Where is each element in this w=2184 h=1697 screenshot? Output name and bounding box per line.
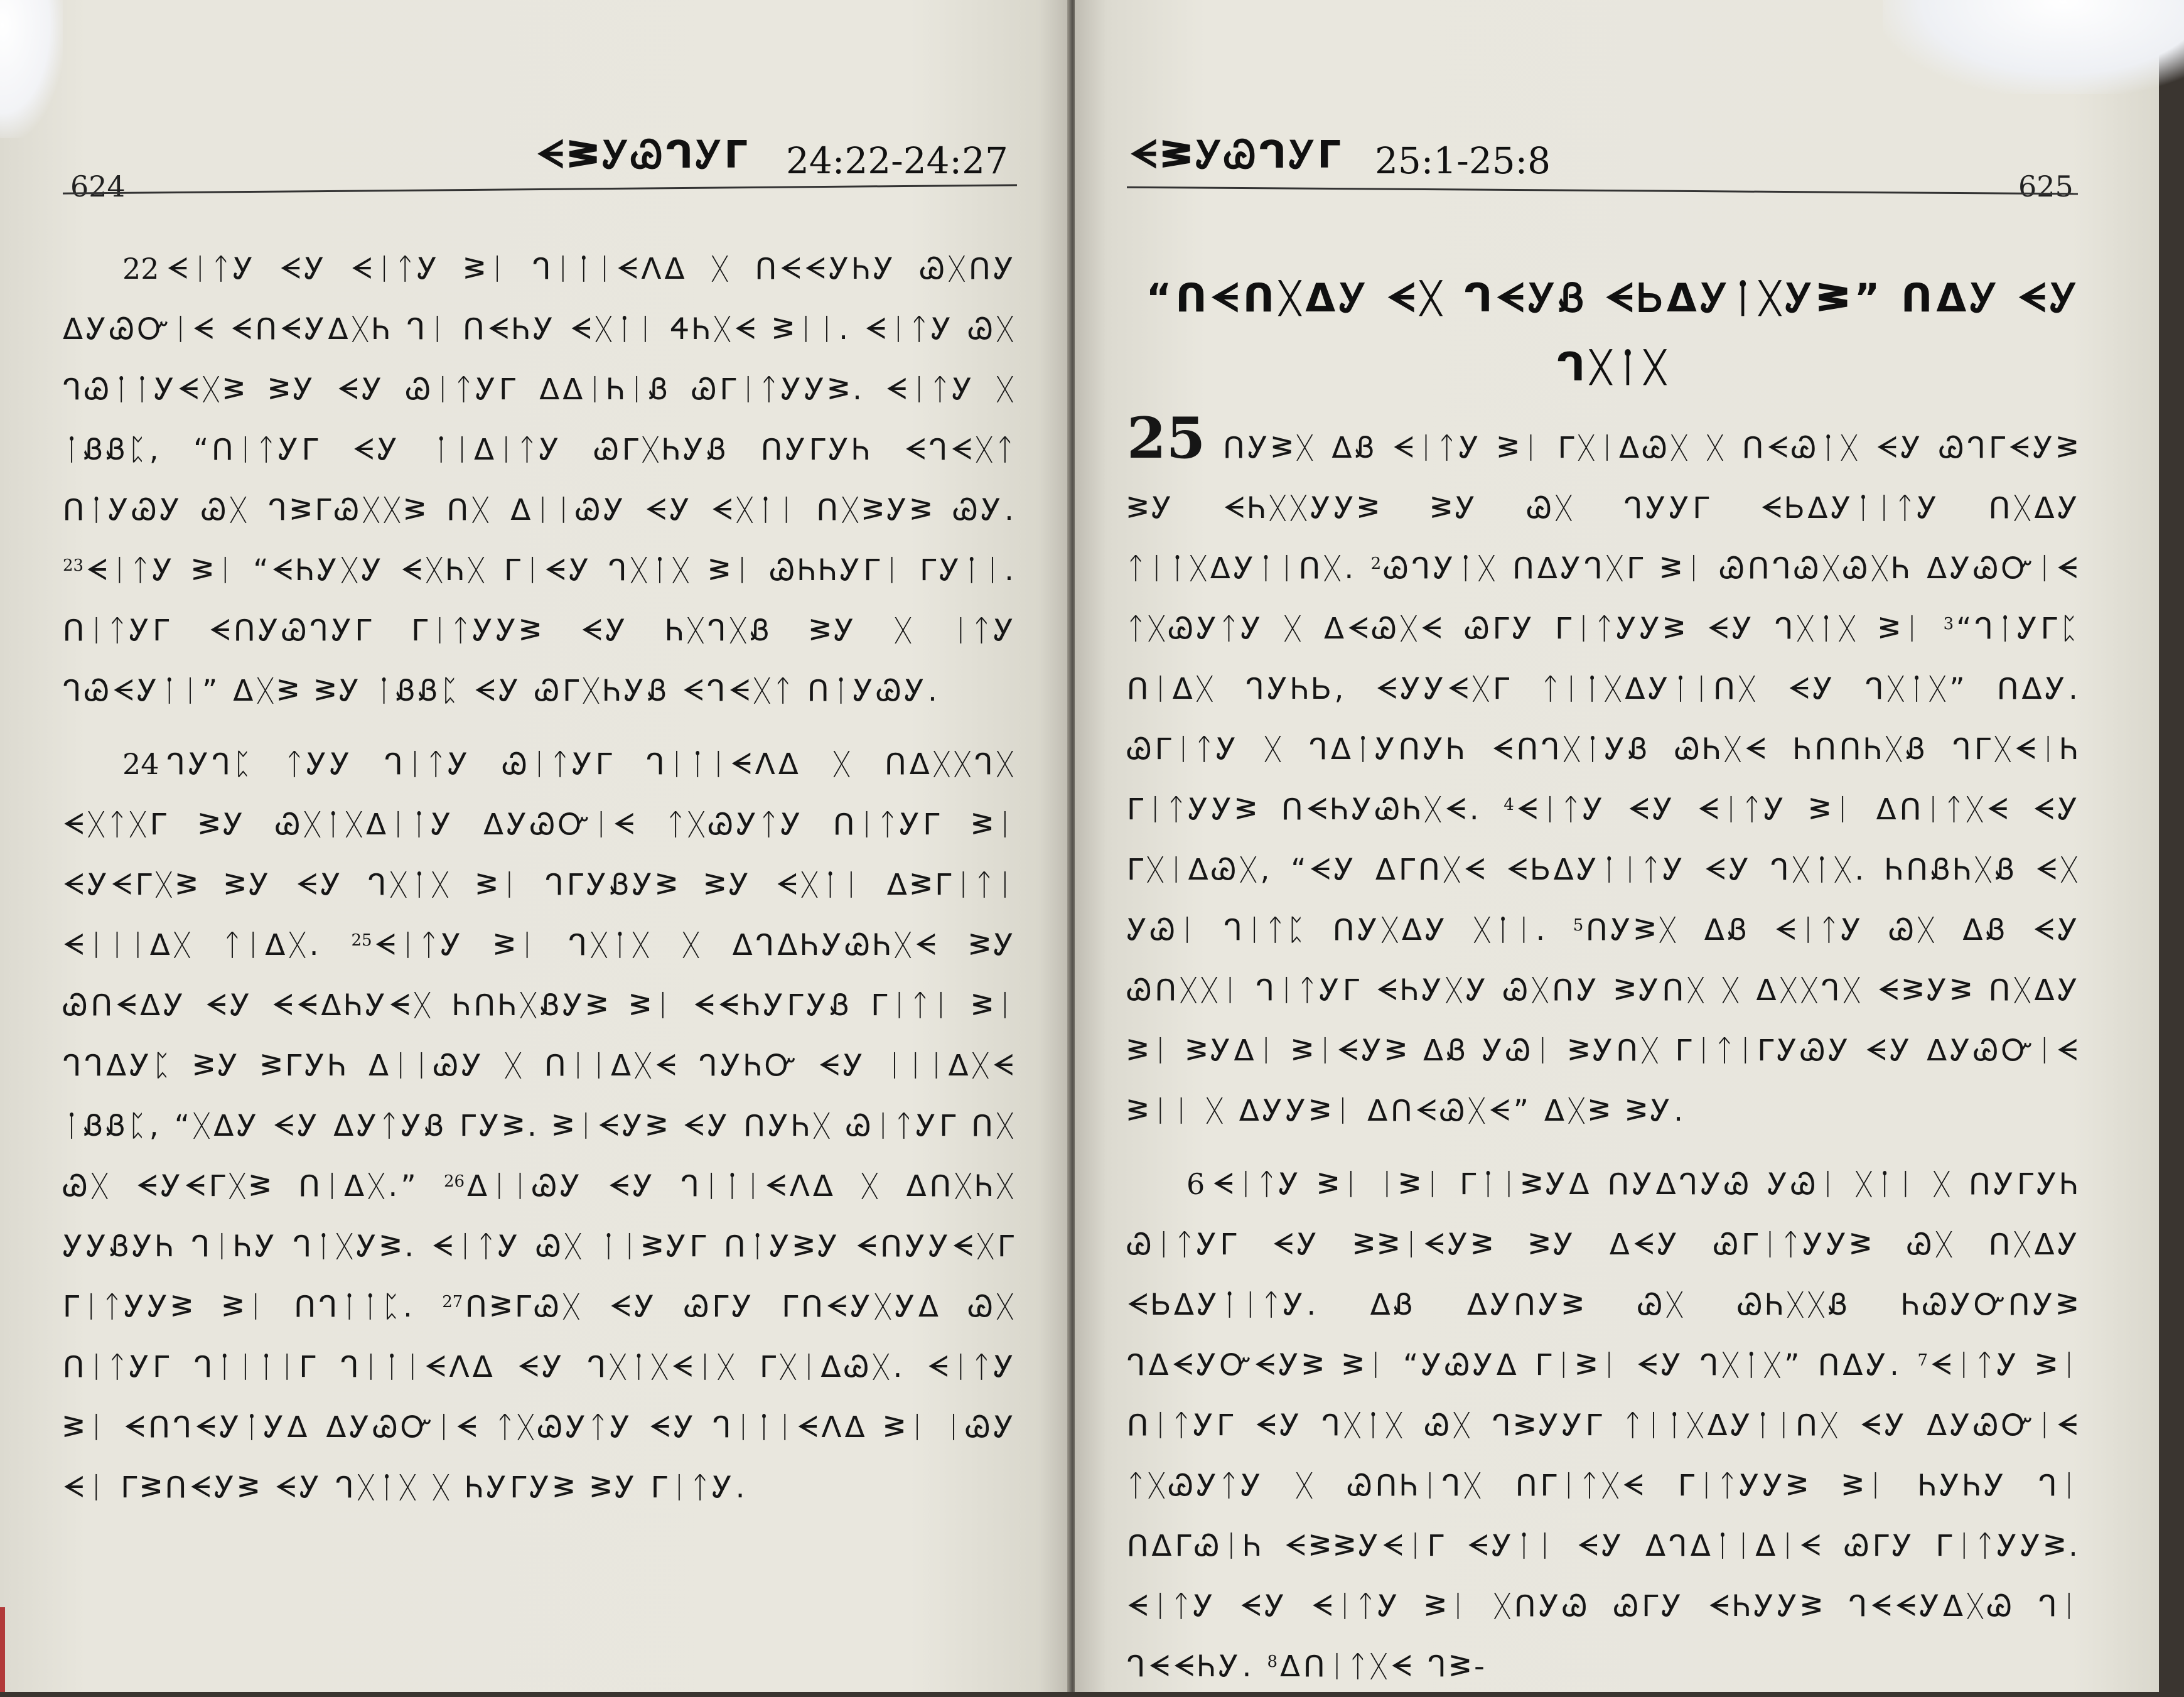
left-running-range: 24:22-24:27 — [786, 139, 1008, 182]
right-page-number: 625 — [2018, 170, 2074, 203]
verse-text: ᒉᎩᒉᛈ ᛏᎩᎩ ᒉᛁᛏᎩ ᏊᛁᛏᎩᒥ ᒉᛁᛙᛁᗕᐱᐃ ᚷ ᑎᐃᚷᚷᒉᚷ ᗕᚷᛏᚷᒥ ᕒᎩ ᏊᚷᛙᚷᐃᛁᛙᎩ ᐃᎩᏊᏅᛁᗕ ᛏᚷᏊᎩᛏᎩ ᑎᛁᛏᎩᒥ ᕒᛁ ᗕᎩᗕᒥᚷᕒ ᕒᎩ ᗕᎩ ᒉᚷᛙᚷ ᕒᛁ ᒉᒥᎩᏰᎩᕒ ᕒᎩ ᗕᚷᛙᛁ ᐃᕒᒥᛁᛏᛁ ᗕᛁᛁᛁᐃᚷ ᛏᛁᐃᚷ. — [63, 747, 1017, 962]
verse-text: ᑎᎩᕒᚷ ᐃᏰ ᗕᛁᛏᎩ ᕒᛁ ᒥᚷᛁᐃᏊᚷ ᚷ ᑎᗕᏊᛙᚷ ᗕᎩ ᏊᒉᒥᗕᎩᕒ ᕒᎩ ᗕᏂᚷᚷᎩᎩᕒ ᕒᎩ Ꮚᚷ ᒉᎩᎩᒥ ᗕᏏᐃᎩᛙᛁᛏᎩ ᑎᚷᐃᎩ ᛏᛁᛙᚷᐃᎩᛙᛁᑎᚷ. — [1127, 431, 2081, 586]
verse-superscript: 3 — [1943, 615, 1954, 633]
verse-text: “ᒉᛙᎩᒥᛈ ᑎᛁᐃᚷ ᒉᎩᏂᏏ, ᗕᎩᎩᗕᚷᒥ ᛏᛁᛙᚷᐃᎩᛙᛁᑎᚷ ᗕᎩ ᒉᚷᛙᚷ” ᑎᐃᎩ. ᏊᒥᛁᛏᎩ ᚷ ᒉᐃᛙᎩᑎᎩᏂ ᗕᑎᒉᚷᛙᎩᏰ ᏊᏂᚷᗕ ᏂᑎᑎᏂᚷᏰ ᒉᒥᚷᗕᛁᏂ ᒥᛁᛏᎩᎩᕒ ᑎᗕᏂᎩᏊᏂᚷᗕ. — [1127, 611, 2081, 827]
verse-text: ᗕᛁᛏᎩ ᕒᛁ ᒉᚷᛙᚷ ᚷ ᐃᒉᐃᏂᎩᏊᏂᚷᗕ ᕒᎩ ᏊᑎᗕᐃᎩ ᗕᎩ ᗕᗕᐃᏂᎩᗕᚷ ᏂᑎᏂᚷᏰᎩᕒ ᕒᛁ ᗕᗕᏂᎩᒥᎩᏰ ᒥᛁᛏᛁ ᕒᛁ ᒉᒉᐃᎩᛈ ᕒᎩ ᕒᒥᎩᏂ ᐃᛁᛁᏊᎩ ᚷ ᑎᛁᛁᐃᚷᗕ ᒉᎩᏂᏅ ᗕᎩ ᛁᛁᛁᐃᚷᗕ ᛙᏰᏰᛈ, “ᚷᐃᎩ ᗕᎩ ᐃᎩᛏᎩᏰ ᒥᎩᕒ. ᕒᛁᗕᎩᕒ ᗕᎩ ᑎᎩᏂᚷ ᏊᛁᛏᎩᒥ ᑎᚷ Ꮚᚷ ᗕᎩᗕᒥᚷᕒ ᑎᛁᐃᚷ.” — [63, 928, 1017, 1204]
verse-text: ᑎᕒᒥᏊᚷ ᗕᎩ ᏊᒥᎩ ᒥᑎᗕᎩᚷᎩᐃ Ꮚᚷ ᑎᛁᛏᎩᒥ ᒉᛙᛁᛙᛁᒥ ᒉᛁᛙᛁᗕᐱᐃ ᗕᎩ ᒉᚷᛙᚷᗕᛁᚷ ᒥᚷᛁᐃᏊᚷ. ᗕᛁᛏᎩ ᕒᛁ ᗕᑎᒉᗕᎩᛙᎩᐃ ᐃᎩᏊᏅᛁᗕ ᛏᚷᏊᎩᛏᎩ ᗕᎩ ᒉᛁᛙᛁᗕᐱᐃ ᕒᛁ ᛁᏊᎩ ᗕᛁ ᒥᕒᑎᗕᎩᕒ ᗕᎩ ᒉᚷᛙᚷ ᚷ ᏂᎩᒥᎩᕒ ᕒᎩ ᒥᛁᛏᎩ. — [63, 1290, 1017, 1505]
verse-superscript: 2 — [1370, 554, 1382, 573]
verse-text: ᏊᒉᎩᛙᚷ ᑎᐃᎩᒉᚷᒥ ᕒᛁ ᏊᑎᒉᏊᚷᏊᚷᏂ ᐃᎩᏊᏅᛁᗕ ᛏᚷᏊᎩᛏᎩ ᚷ ᐃᗕᏊᚷᗕ ᏊᒥᎩ ᒥᛁᛏᎩᎩᕒ ᗕᎩ ᒉᚷᛙᚷ ᕒᛁ — [1127, 551, 2081, 646]
right-body-text — [1127, 405, 2082, 1684]
verse-text: ᑎᎩᕒᚷ ᐃᏰ ᗕᛁᛏᎩ Ꮚᚷ ᐃᏰ ᗕᎩ Ꮚᑎᚷᚷᛁ ᒉᛁᛏᎩᒥ ᗕᏂᎩᚷᎩ ᏊᚷᑎᎩ ᕒᎩᑎᚷ ᚷ ᐃᚷᚷᒉᚷ ᗕᕒᎩᕒ ᑎᚷᐃᎩ ᕒᛁ ᕒᎩᐃᛁ ᕒᛁᗕᎩᕒ ᐃᏰ ᎩᏊᛁ ᕒᎩᑎᚷ ᒥᛁᛏᛁᒥᎩᏊᎩ ᗕᎩ ᐃᎩᏊᏅᛁᗕ ᕒᛁᛁ ᚷ ᐃᎩᎩᕒᛁ ᐃᑎᗕᏊᚷᗕ” ᐃᚷᕒ ᕒᎩ. — [1127, 913, 2081, 1128]
paragraph-verse-6 — [1127, 1154, 2081, 1697]
paragraph-chapter-25 — [1127, 405, 2081, 1141]
verse-number: 22 — [122, 252, 159, 286]
verse-text: ᗕᛁᛏᎩ ᗕᎩ ᗕᛁᛏᎩ ᕒᛁ ᒉᛁᛙᛁᗕᐱᐃ ᚷ ᑎᗕᗕᎩᏂᎩ ᏊᚷᑎᎩ ᐃᎩᏊᏅᛁᗕ ᗕᑎᗕᎩᐃᚷᏂ ᒉᛁ ᑎᗕᏂᎩ ᗕᚷᛙᛁ ᏎᏂᚷᗕ ᕒᛁᛁ. ᗕᛁᛏᎩ Ꮚᚷ ᒉᏊᛙᛙᎩᗕᚷᕒ ᕒᎩ ᗕᎩ ᏊᛁᛏᎩᒥ ᐃᐃᛁᏂᛁᏰ ᏊᒥᛁᛏᎩᎩᕒ. ᗕᛁᛏᎩ ᚷ ᛙᏰᏰᛈ, “ᑎᛁᛏᎩᒥ ᗕᎩ ᛙᛁᐃᛁᛏᎩ ᏊᒥᚷᏂᎩᏰ ᑎᎩᒥᎩᏂ ᗕᒉᗕᚷᛏ ᑎᛙᎩᏊᎩ Ꮚᚷ ᒉᕒᒥᏊᚷᚷᕒ ᑎᚷ ᐃᛁᛁᏊᎩ ᗕᎩ ᗕᚷᛙᛁ ᑎᚷᕒᎩᕒ ᏊᎩ. — [63, 252, 1017, 527]
verse-number: 6 — [1186, 1167, 1205, 1201]
book-edge-tab — [0, 1607, 5, 1692]
right-running-title: ᗕᕒᎩᏊᒉᎩᒥ — [1130, 133, 1344, 177]
verse-superscript: 8 — [1267, 1652, 1278, 1671]
left-page-number: 624 — [70, 170, 126, 203]
left-page — [0, 0, 1071, 1692]
verse-text: ᗕᛁᛏᎩ ᗕᎩ ᗕᛁᛏᎩ ᕒᛁ ᐃᑎᛁᛏᚷᗕ ᗕᎩ ᒥᚷᛁᐃᏊᚷ, “ᗕᎩ ᐃᒥᑎᚷᗕ ᗕᏏᐃᎩᛙᛁᛏᎩ ᗕᎩ ᒉᚷᛙᚷ. ᏂᑎᏰᏂᚷᏰ ᗕᚷ ᎩᏊᛁ ᒉᛁᛏᛈ ᑎᎩᚷᐃᎩ ᚷᛙᛁ. — [1127, 792, 2081, 947]
verse-text: ᐃᛁᛁᏊᎩ ᗕᎩ ᒉᛁᛙᛁᗕᐱᐃ ᚷ ᐃᑎᚷᏂᚷ ᎩᎩᏰᎩᏂ ᒉᛁᏂᎩ ᒉᛙᚷᎩᕒ. ᗕᛁᛏᎩ Ꮚᚷ ᛙᛁᕒᎩᒥ ᑎᛙᎩᕒᎩ ᗕᑎᎩᎩᗕᚷᒥ ᒥᛁᛏᎩᎩᕒ ᕒᛁ ᑎᒉᛙᛙᛈ. — [63, 1169, 1017, 1324]
verse-text: ᗕᛁᛏᎩ ᕒᛁ ᑎᛁᛏᎩᒥ ᗕᎩ ᒉᚷᛙᚷ Ꮚᚷ ᒉᕒᎩᎩᒥ ᛏᛁᛙᚷᐃᎩᛙᛁᑎᚷ ᗕᎩ ᐃᎩᏊᏅᛁᗕ ᛏᚷᏊᎩᛏᎩ ᚷ ᏊᑎᏂᛁᒉᚷ ᑎᒥᛁᛏᚷᗕ ᒥᛁᛏᎩᎩᕒ ᕒᛁ ᏂᎩᏂᎩ ᒉᛁ ᑎᐃᒥᏊᛁᏂ ᗕᕒᕒᎩᗕᛁᒥ ᗕᎩᛙᛁ ᗕᎩ ᐃᒉᐃᛙᛁᐃᛁᗕ ᏊᒥᎩ ᒥᛁᛏᎩᎩᕒ. ᗕᛁᛏᎩ ᗕᎩ ᗕᛁᛏᎩ ᕒᛁ ᚷᑎᎩᏊ ᏊᒥᎩ ᗕᏂᎩᎩᕒ ᒉᗕᗕᎩᐃᚷᏊ ᒉᛁ ᒉᗕᗕᏂᎩ. — [1127, 1348, 2082, 1684]
left-running-title: ᗕᕒᎩᏊᒉᎩᒥ — [537, 133, 751, 177]
verse-number: 24 — [122, 747, 159, 781]
verse-superscript: 25 — [351, 931, 372, 950]
glove-right — [1883, 0, 2184, 94]
chapter-number: 25 — [1127, 405, 1206, 471]
right-running-range: 25:1-25:8 — [1375, 139, 1551, 182]
verse-superscript: 27 — [442, 1293, 463, 1312]
verse-text: ᐃᑎᛁᛏᚷᗕ ᒉᕒ- — [1280, 1649, 1488, 1684]
paragraph-verse-24 — [63, 734, 1017, 1518]
verse-superscript: 4 — [1504, 795, 1514, 814]
verse-text: ᗕᛁᛏᎩ ᕒᛁ ᛁᕒᛁ ᒥᛙᛁᕒᎩᐃ ᑎᎩᐃᒉᎩᏊ ᎩᏊᛁ ᚷᛙᛁ ᚷ ᑎᎩᒥᎩᏂ ᏊᛁᛏᎩᒥ ᗕᎩ ᕒᕒᛁᗕᎩᕒ ᕒᎩ ᐃᗕᎩ ᏊᒥᛁᛏᎩᎩᕒ Ꮚᚷ ᑎᚷᐃᎩ ᗕᏏᐃᎩᛙᛁᛏᎩ. ᐃᏰ ᐃᎩᑎᎩᕒ Ꮚᚷ ᏊᏂᚷᚷᏰ ᏂᏊᎩᏅᑎᎩᕒ ᒉᐃᗕᎩᏅᗕᎩᕒ ᕒᛁ “ᎩᏊᎩᐃ ᒥᛁᕒᛁ ᗕᎩ ᒉᚷᛙᚷ” ᑎᐃᎩ. — [1127, 1167, 2081, 1382]
paragraph-verse-22 — [63, 239, 1017, 721]
verse-superscript: 23 — [63, 556, 84, 575]
verse-superscript: 26 — [443, 1172, 465, 1191]
verse-text: ᗕᛁᛏᎩ ᕒᛁ “ᗕᏂᎩᚷᎩ ᗕᚷᏂᚷ ᒥᛁᗕᎩ ᒉᚷᛙᚷ ᕒᛁ ᏊᏂᏂᎩᒥᛁ ᒥᎩᛙᛁ. ᑎᛁᛏᎩᒥ ᗕᑎᎩᏊᒉᎩᒥ ᒥᛁᛏᎩᎩᕒ ᗕᎩ ᏂᚷᒉᚷᏰ ᕒᎩ ᚷ ᛁᛏᎩ ᒉᏊᗕᎩᛙᛁ” ᐃᚷᕒ ᕒᎩ ᛙᏰᏰᛈ ᗕᎩ ᏊᒥᚷᏂᎩᏰ ᗕᒉᗕᚷᛏ ᑎᛙᎩᏊᎩ. — [63, 553, 1017, 708]
left-body-text — [63, 239, 1017, 1570]
verse-superscript: 7 — [1917, 1351, 1928, 1370]
section-heading: “ᑎᗕᑎᚷᐃᎩ ᗕᚷ ᒉᗕᎩᏰ ᗕᏏᐃᎩᛙᚷᎩᕒ” ᑎᐃᎩ ᗕᎩ ᒉᚷᛙᚷ — [1146, 275, 2081, 390]
verse-superscript: 5 — [1573, 916, 1584, 935]
left-header-rule — [63, 184, 1017, 194]
glove-left — [0, 0, 63, 138]
